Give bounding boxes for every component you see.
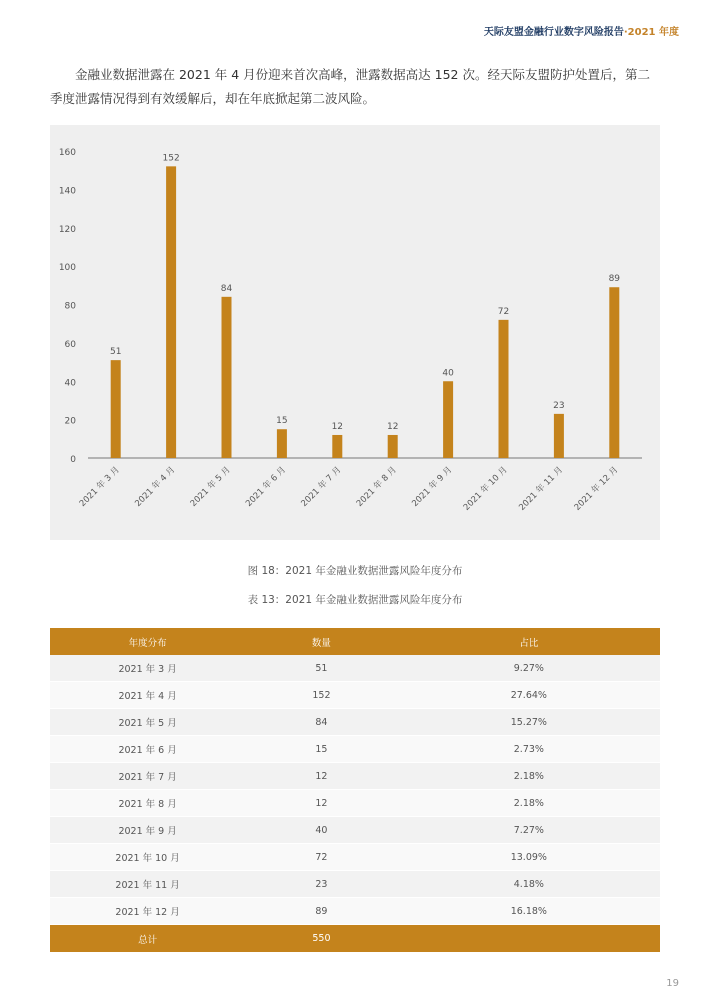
y-tick-label: 80 (64, 301, 76, 312)
cell-period: 2021 年 3 月 (50, 655, 245, 682)
table-header-row (50, 628, 660, 655)
cell-ratio: 4.18% (398, 871, 660, 898)
data-label: 152 (162, 153, 180, 164)
cell-period: 2021 年 4 月 (50, 682, 245, 709)
cell-ratio: 13.09% (398, 844, 660, 871)
table-row (50, 709, 660, 736)
cell-ratio: 7.27% (398, 817, 660, 844)
x-tick-label: 2021 年 8 月 (354, 465, 399, 510)
cell-count: 152 (245, 682, 398, 709)
col-header-ratio: 占比 (398, 628, 660, 655)
y-tick-label: 120 (58, 224, 76, 235)
x-tick-label: 2021 年 9 月 (410, 465, 455, 510)
table-row (50, 871, 660, 898)
y-tick-label: 40 (64, 378, 76, 389)
data-label: 12 (331, 421, 344, 432)
col-header-count: 数量 (245, 628, 398, 655)
cell-ratio: 15.27% (398, 709, 660, 736)
total-ratio (398, 925, 660, 953)
x-tick-label: 2021 年 10 月 (461, 465, 510, 513)
cell-ratio: 16.18% (398, 898, 660, 925)
bar (166, 166, 176, 458)
cell-period: 2021 年 5 月 (50, 709, 245, 736)
cell-ratio: 9.27% (398, 655, 660, 682)
total-count: 550 (245, 925, 398, 953)
bar (499, 320, 509, 458)
bar (332, 435, 342, 458)
table-row (50, 736, 660, 763)
x-tick-label: 2021 年 4 月 (133, 465, 178, 510)
cell-period: 2021 年 11 月 (50, 871, 245, 898)
cell-count: 23 (245, 871, 398, 898)
y-tick-label: 100 (58, 263, 76, 274)
table-row (50, 655, 660, 682)
bar (554, 414, 564, 458)
table-row (50, 682, 660, 709)
col-header-period: 年度分布 (50, 628, 245, 655)
cell-count: 12 (245, 790, 398, 817)
cell-ratio: 2.73% (398, 736, 660, 763)
cell-period: 2021 年 6 月 (50, 736, 245, 763)
cell-count: 84 (245, 709, 398, 736)
table-row (50, 898, 660, 925)
y-tick-label: 160 (58, 148, 76, 158)
cell-period: 2021 年 9 月 (50, 817, 245, 844)
bar (443, 381, 453, 458)
x-tick-label: 2021 年 12 月 (572, 465, 621, 513)
y-tick-label: 20 (64, 416, 76, 427)
x-tick-label: 2021 年 11 月 (517, 465, 566, 513)
cell-period: 2021 年 7 月 (50, 763, 245, 790)
report-year: 2021 年度 (627, 27, 679, 38)
intro-paragraph: 金融业数据泄露在 2021 年 4 月份迎来首次高峰，泄露数据高达 152 次。经天际友盟防护处置后，第二季度泄露情况得到有效缓解后，却在年底掀起第二波风险。 (50, 67, 650, 106)
data-label: 84 (220, 283, 233, 294)
data-label: 89 (608, 274, 621, 285)
bar (609, 287, 619, 458)
data-label: 15 (276, 416, 288, 427)
data-label: 23 (553, 400, 565, 411)
data-label: 12 (386, 421, 399, 432)
cell-period: 2021 年 10 月 (50, 844, 245, 871)
x-tick-label: 2021 年 3 月 (77, 465, 122, 510)
cell-count: 15 (245, 736, 398, 763)
table-row (50, 817, 660, 844)
cell-period: 2021 年 12 月 (50, 898, 245, 925)
y-tick-label: 60 (64, 339, 76, 350)
cell-count: 12 (245, 763, 398, 790)
cell-count: 89 (245, 898, 398, 925)
bar (222, 297, 232, 458)
y-tick-label: 140 (58, 186, 76, 197)
data-label: 51 (109, 347, 122, 358)
bar-chart (50, 125, 660, 540)
bar (111, 360, 121, 458)
distribution-table (50, 628, 660, 952)
cell-ratio: 2.18% (398, 790, 660, 817)
cell-ratio: 2.18% (398, 763, 660, 790)
cell-count: 51 (245, 655, 398, 682)
chart-container (50, 125, 660, 540)
bar (277, 429, 287, 458)
data-label: 40 (442, 368, 454, 379)
table-caption: 表 13：2021 年金融业数据泄露风险年度分布 (247, 594, 463, 606)
table-total-row (50, 925, 660, 953)
cell-period: 2021 年 8 月 (50, 790, 245, 817)
total-label: 总计 (50, 925, 245, 953)
cell-count: 72 (245, 844, 398, 871)
report-title: 天际友盟金融行业数字风险报告 (483, 27, 624, 38)
report-header (484, 23, 679, 38)
x-tick-label: 2021 年 7 月 (299, 465, 344, 510)
table-row (50, 844, 660, 871)
data-label: 72 (497, 306, 510, 317)
table-row (50, 763, 660, 790)
header-separator: · (623, 27, 628, 38)
x-tick-label: 2021 年 5 月 (188, 465, 233, 510)
bar (388, 435, 398, 458)
page-number: 19 (666, 978, 679, 989)
cell-ratio: 27.64% (398, 682, 660, 709)
figure-caption: 图 18：2021 年金融业数据泄露风险年度分布 (247, 565, 463, 577)
table-row (50, 790, 660, 817)
y-tick-label: 0 (70, 455, 76, 465)
x-tick-label: 2021 年 6 月 (244, 465, 289, 510)
cell-count: 40 (245, 817, 398, 844)
